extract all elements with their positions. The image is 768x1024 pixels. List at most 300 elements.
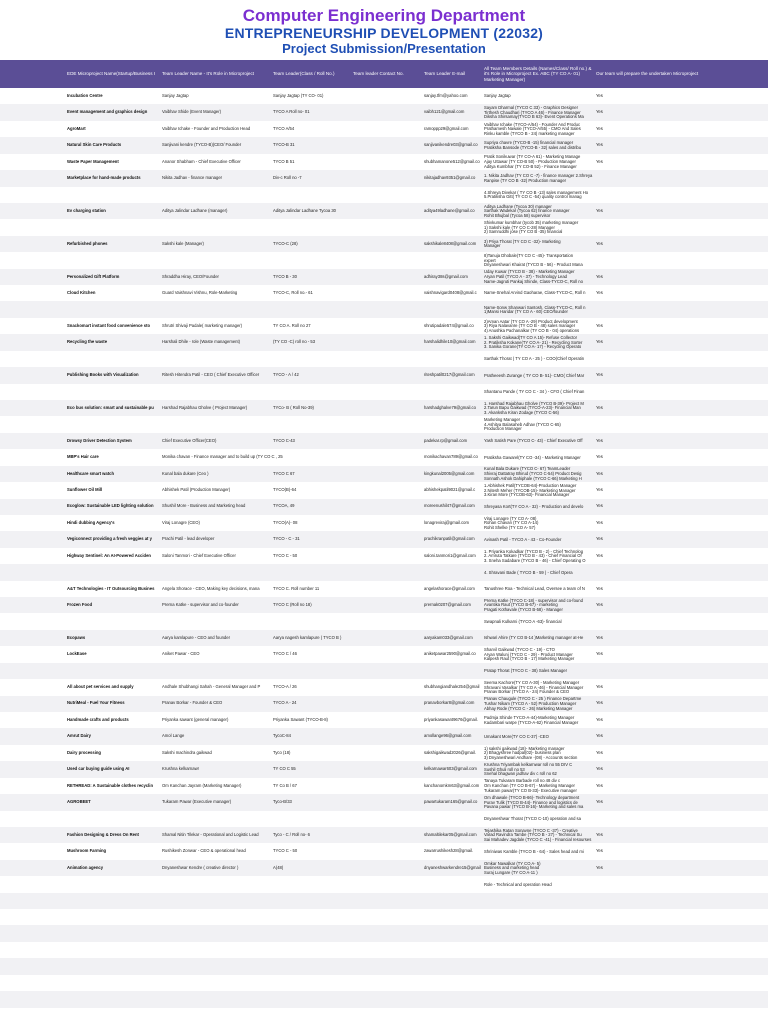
team-members <box>484 925 594 942</box>
project-name <box>67 991 159 1007</box>
col-leader-class: Team Leader(Class / Roll No.) <box>273 71 335 77</box>
leader-phone <box>353 696 421 712</box>
commitment-value <box>596 991 706 1007</box>
commitment-value: Yes <box>596 454 603 460</box>
team-member-line: Pratiksha Gawarel(TY CO -34) - Marketing Manager <box>484 454 581 460</box>
team-member-line: 3. Sanika Gorane(TY CO A- 17) - Recycling Operato <box>484 344 582 350</box>
project-name: A&T Technologies - IT Outsourcing Busines <box>67 585 155 591</box>
table-row <box>0 860 768 876</box>
table-row <box>0 728 768 744</box>
team-member-line: Vaibhav Ichake (TYCO-A/54) - Founder And Produc <box>484 121 581 127</box>
leader-phone <box>353 482 421 498</box>
team-members <box>484 761 594 778</box>
leader-phone <box>353 416 421 432</box>
leader-class: TYCO(B)-64 <box>273 487 297 492</box>
leader-class: TYCO-C (28) <box>273 240 298 246</box>
team-member-line: Omkar Nawalkar (TY CO A- 5) <box>484 860 541 866</box>
leader-class: TYCO C-43 <box>273 437 295 443</box>
leader-email <box>424 991 482 1007</box>
team-member-line: Pavana pawar (TYCO B-16)- Marketing and sales ma <box>484 804 584 810</box>
leader-class: Priyanka Sawant (TYCO-B-8) <box>273 716 328 722</box>
team-members <box>484 942 594 959</box>
leader-name: Andhale Shubhangi Sahah - General Manager and P <box>162 684 261 690</box>
commitment-value: Yes <box>596 848 603 854</box>
table-row <box>0 416 768 432</box>
team-member-line: 3. Sneha Sadabare (TYCO B - 46) - Chief Operating O <box>484 557 586 563</box>
leader-email: prachikranpatil@gmail.com <box>424 536 475 542</box>
leader-class: A(48) <box>273 864 284 870</box>
project-name: Highway Sentinel: An AI-Powered Acciden <box>67 552 151 558</box>
leader-class <box>273 187 351 203</box>
leader-phone <box>353 433 421 449</box>
team-members <box>484 137 594 154</box>
leader-class: Tyco - C / Roll no- 6 <box>273 831 311 837</box>
table-row <box>0 646 768 662</box>
team-member-line: 4.Shreya Divekar ( TY CO B -13) sales management Ho <box>484 189 589 195</box>
leader-name: Dnyaneshwar Kendre ( creative director ) <box>162 864 239 870</box>
project-name: Incubation Centre <box>67 92 103 98</box>
leader-phone <box>353 630 421 646</box>
commitment-value: Yes <box>596 487 603 492</box>
leader-phone <box>353 154 421 170</box>
leader-class: Tyco-B/33 <box>273 799 292 804</box>
project-name: Publishing Books with Visualization <box>67 372 139 378</box>
team-member-line: 1. Harshad Rajabhau Gholve (TYCO B-39)- Project M <box>484 400 584 406</box>
commitment-value: Yes <box>596 552 603 558</box>
leader-email: padekar.rp@gmail.com <box>424 437 468 443</box>
table-row <box>0 285 768 301</box>
team-member-line: 1. Sakshi Gaikwad(TY CO A 15)- Refuse Collector <box>484 335 578 341</box>
leader-class: TY CO A. Roll no 27 <box>273 322 311 328</box>
leader-email: ramoppp29@gmail.com <box>424 125 469 131</box>
leader-name <box>162 384 270 400</box>
project-name <box>67 187 159 203</box>
team-members <box>484 285 594 302</box>
project-name: Marketplace for hand-made products <box>67 175 141 180</box>
table-row <box>0 531 768 547</box>
leader-email: nikitajadhav9351@gmail.co <box>424 175 476 180</box>
team-member-line: Name-Snehal Arvind Gaoharae, Class-TYCO-C, Roll n <box>484 290 586 296</box>
leader-name: Priyanka sawant (general manager) <box>162 716 229 722</box>
table-row <box>0 581 768 597</box>
team-members <box>484 236 594 253</box>
leader-email: harshadghalve79@gmail.co <box>424 404 476 410</box>
leader-email: kanchanomkm63@gmail.com <box>424 782 480 788</box>
leader-class: Aarya nagesh kamlapure ( TYCO B ) <box>273 634 342 640</box>
table-row <box>0 400 768 416</box>
leader-class: TYCO-A / 26 <box>273 684 297 690</box>
leader-name: Tukaram Pawar (Executive manager) <box>162 799 232 804</box>
leader-class: Sanjay Jagtap (TY CO- 01) <box>273 92 324 98</box>
leader-class: TYCO C / 46 <box>273 651 297 657</box>
table-row <box>0 843 768 859</box>
team-members <box>484 252 594 269</box>
team-member-line: 4) Anushka Pachanalkar (TY CO B - 04) operations <box>484 327 580 333</box>
commitment-value: Yes <box>596 700 603 706</box>
leader-name: Sanjivani kendre (TYCO-B)(CEO/ Founder <box>162 142 242 148</box>
commitment-value <box>596 170 706 186</box>
leader-phone <box>353 745 421 761</box>
leader-phone <box>353 121 421 137</box>
project-name: Personalized Gift Platform <box>67 273 120 279</box>
team-member-line: Kunal Bala Dukare (TYCO C- 67) TeamLeader <box>484 466 571 472</box>
commitment-value: Yes <box>596 372 603 378</box>
leader-class: TYCO C - 50 <box>273 848 298 854</box>
team-member-line: Manager <box>484 243 501 249</box>
project-name: Natural Skin Care Products <box>67 142 122 148</box>
leader-name <box>162 187 270 203</box>
leader-name: Monika chavan - Finance manager and to build up (TY CO C , 25 <box>162 454 283 460</box>
leader-email: moreenushil47@gmail.com <box>424 503 475 509</box>
project-name: Hindi dubbing Agency's <box>67 519 115 525</box>
team-member-line: Supriya chavre (TYCO-B -15) financial manager <box>484 140 574 146</box>
leader-phone <box>353 761 421 777</box>
team-member-line: 2)Aman Aatar (TY CO A -29) Product development <box>484 318 578 324</box>
leader-phone <box>353 581 421 597</box>
project-name: MBP's Hair care <box>67 454 99 460</box>
team-member-line: Aditya Ladhane (Tycoa 30) manager <box>484 203 552 209</box>
team-members <box>484 301 594 318</box>
leader-class: TYCO B - 30 <box>273 273 297 279</box>
leader-email: prernak0207@gmail.com <box>424 601 471 607</box>
table-row <box>0 203 768 219</box>
table-row <box>0 597 768 613</box>
col-leader-email: Team Leader E-mail <box>424 71 466 77</box>
leader-email <box>424 811 482 827</box>
team-member-line: Role - Technical and operation Head <box>484 881 552 887</box>
table-row <box>0 187 768 203</box>
team-members <box>484 121 594 138</box>
leader-phone <box>353 104 421 120</box>
team-member-line: Avantika Raut (TYCO B-67) - marketing <box>484 602 558 608</box>
leader-phone <box>353 860 421 876</box>
team-member-line: Business and marketing head <box>484 865 540 871</box>
team-members <box>484 811 594 828</box>
commitment-value <box>596 384 706 400</box>
leader-phone <box>353 269 421 285</box>
table-row <box>0 121 768 137</box>
leader-name: Shrutri Shivaji Padale( marketing manager) <box>162 322 243 328</box>
team-members <box>484 991 594 1008</box>
project-name: RETHREAD: A Sustainable clothes recyclin <box>67 782 154 788</box>
table-row <box>0 613 768 629</box>
commitment-value: Yes <box>596 404 603 410</box>
leader-class: TYCOA, 49 <box>273 503 295 509</box>
commitment-value <box>596 564 706 580</box>
project-name: Refurbished phones <box>67 240 108 246</box>
leader-phone <box>353 1008 421 1024</box>
table-row <box>0 761 768 777</box>
team-members <box>484 351 594 368</box>
table-row <box>0 351 768 367</box>
commitment-value: Yes <box>596 503 603 509</box>
team-member-line: Aryan Patil (TYCO A - 37) - Technology Lead <box>484 274 568 280</box>
leader-name: Saloni Tanmori - Chief Executive Officer <box>162 552 236 558</box>
leader-class <box>273 449 351 465</box>
leader-class <box>273 975 351 991</box>
leader-email <box>424 351 482 367</box>
leader-email: saloni.tanmori1@gmail.com <box>424 552 476 558</box>
leader-name: Sanjay Jagtap <box>162 92 189 98</box>
leader-email: zawarrushikesh28@gmail. <box>424 848 474 854</box>
leader-class <box>273 219 351 235</box>
leader-class: (TY CO -C) roll no - 53 <box>273 339 316 345</box>
commitment-value: Yes <box>596 273 603 279</box>
commitment-value: Yes <box>596 125 603 131</box>
leader-email <box>424 613 482 629</box>
team-member-line: Umakant More(TY CO C-37) -CEO <box>484 733 549 739</box>
leader-phone <box>353 893 421 909</box>
leader-phone <box>353 203 421 219</box>
commitment-value: Yes <box>596 601 603 607</box>
team-member-line: Tushar Nikam (TYCO A - 52) Production Manager <box>484 700 577 706</box>
table-row <box>0 236 768 252</box>
team-member-line: Pragati Kothavale (TYCO B-58) - Manager <box>484 607 563 613</box>
team-members <box>484 794 594 811</box>
commitment-value <box>596 1008 706 1024</box>
table-row <box>0 318 768 334</box>
leader-class <box>273 416 351 432</box>
team-members <box>484 203 594 220</box>
table-row <box>0 876 768 892</box>
team-member-line: 8)Tanuja Dhobale(TY CO C -45)- Transportation <box>484 253 574 259</box>
table-row <box>0 88 768 104</box>
team-member-line: Purav Tulik (TYCO B-44)- Finance and logistics de <box>484 799 578 805</box>
table-row <box>0 778 768 794</box>
team-member-line: 2. Pratiksha Kokane(TY CO A- 21) - Recycling Sorter <box>484 339 583 345</box>
team-member-line: 3.Kiran More (TYCOB-63)- Financial Manager <box>484 492 570 498</box>
leader-email <box>424 564 482 580</box>
team-member-line: Pratiksha Bansode (TYCO-B - 32) sales and distribu <box>484 144 582 150</box>
table-row <box>0 384 768 400</box>
project-name: Used car buying guide using AI <box>67 766 130 772</box>
table-header <box>0 60 768 88</box>
table-row <box>0 137 768 153</box>
team-member-line: Abhay Rode (TYCO C - 26) Marketing Manager <box>484 705 573 711</box>
team-members <box>484 663 594 680</box>
table-row <box>0 499 768 515</box>
leader-class: TYCO A/54 <box>273 125 295 131</box>
team-members <box>484 745 594 762</box>
team-member-line: Swapnali Kulkarni (TYCO A -63)- financial <box>484 618 562 624</box>
leader-email: pranavborkar8@gmail.com <box>424 700 475 706</box>
team-members <box>484 515 594 532</box>
leader-email <box>424 975 482 991</box>
leader-class <box>273 958 351 974</box>
leader-email: aaryakam033@gmail.com <box>424 634 473 640</box>
team-members <box>484 646 594 663</box>
team-members <box>484 909 594 926</box>
commitment-value: Yes <box>596 651 603 657</box>
commitment-value <box>596 876 706 892</box>
team-member-line: Rohan Chavan (TY CO A-14) <box>484 520 539 526</box>
team-member-line: Marketing Manager <box>484 417 521 423</box>
leader-phone <box>353 728 421 744</box>
leader-name: Aditya Jalindar Ladhane (manager) <box>162 207 228 213</box>
team-member-line: Ranpise (TY CO B -32) Production manager <box>484 177 567 183</box>
leader-class: TYCO A Roll no- 01 <box>273 109 310 115</box>
leader-name: Prerna Katke - supervisor and co-founder <box>162 601 239 607</box>
commitment-value: Yes <box>596 519 603 525</box>
leader-email: kelkarnawar603@gmail.com <box>424 766 477 772</box>
document-header <box>0 0 768 54</box>
leader-phone <box>353 384 421 400</box>
team-member-line: 3) Priya Thorat (TY CO C -32)- Marketing <box>484 238 561 244</box>
leader-phone <box>353 285 421 301</box>
project-name: Recycling the waste <box>67 339 108 345</box>
team-members <box>484 187 594 204</box>
table-row <box>0 663 768 679</box>
leader-phone <box>353 646 421 662</box>
team-members <box>484 400 594 417</box>
leader-email: aditya49ladhane@gmail.co <box>424 207 475 213</box>
team-members <box>484 597 594 614</box>
leader-phone <box>353 170 421 186</box>
leader-class: TYCO-B 31 <box>273 142 295 148</box>
leader-name <box>162 991 270 1007</box>
commitment-value <box>596 351 706 367</box>
team-member-line: Tanushree Roa - Technical Lead, Oversee a team of N <box>484 586 585 592</box>
leader-phone <box>353 811 421 827</box>
project-name <box>67 384 159 400</box>
leader-email: pawartukaram165@gmail.co <box>424 799 478 804</box>
leader-email: vaibh121@gmail.com <box>424 109 465 115</box>
team-members <box>484 893 594 910</box>
project-name: Handmade crafts and products <box>67 716 129 722</box>
col-team-members: All Team Members Details (Names/Class/ Roll no.) & it's Role in Microproject Ex. ABC (TY CO A- 01) Marketing Manager) <box>484 66 592 82</box>
leader-name <box>162 958 270 974</box>
leader-email <box>424 925 482 941</box>
team-members <box>484 367 594 384</box>
team-members <box>484 696 594 713</box>
leader-name: Aarya kamlapure - CEO and founder <box>162 634 230 640</box>
project-name: Snackomart instant food convenience sto <box>67 322 151 328</box>
commitment-value: Yes <box>596 470 603 476</box>
leader-phone <box>353 400 421 416</box>
leader-email: sanjivanikendre03@gmail.co <box>424 142 478 148</box>
leader-email: dnyaneshwarkendre15@gmail <box>424 864 481 870</box>
team-member-line: Rohit Shelke (TY CO A- 57) <box>484 524 536 530</box>
leader-email <box>424 301 482 317</box>
leader-class: TYCo- B ( Roll No-39) <box>273 404 314 410</box>
leader-name: Chief Executive Officer(CEO) <box>162 437 217 443</box>
project-name <box>67 811 159 827</box>
team-member-line: Seema Kachore(TY CO A-30) - Marketing Manager <box>484 679 580 685</box>
team-members <box>484 679 594 696</box>
commitment-value: Yes <box>596 716 603 722</box>
table-row <box>0 219 768 235</box>
table-row <box>0 991 768 1007</box>
project-name <box>67 613 159 629</box>
project-name: Amrut Dairy <box>67 733 91 739</box>
project-name <box>67 893 159 909</box>
leader-name: Harshali Dhile - role (Waste management) <box>162 339 241 345</box>
department-title: Computer Engineering Department <box>242 6 526 25</box>
leader-name <box>162 663 270 679</box>
leader-phone <box>353 991 421 1007</box>
table-row <box>0 466 768 482</box>
team-member-line: Ajay Uttawar (TY CO-B 50) - Production Manager <box>484 159 576 165</box>
team-member-line: Pranav Borkar (TYCO A - 24) Founder & CEO <box>484 689 570 695</box>
leader-name <box>162 219 270 235</box>
team-member-line: Krushna Triyambak kelkarnwar roll no 55 DIV C <box>484 762 573 768</box>
leader-phone <box>353 843 421 859</box>
leader-name: Pranav Borkar - Founder & CEO <box>162 700 223 706</box>
commitment-value: Yes <box>596 207 603 213</box>
team-member-line: 2.Tarun Bapu Gaikwad (TYCO-A-23)- Financial Man <box>484 405 581 411</box>
leader-email: vaishnavigard0408@gmail.c <box>424 289 477 295</box>
leader-class: TYCO - A / 42 <box>273 372 299 378</box>
leader-class: TYCO B 51 <box>273 158 295 164</box>
team-member-line: 1)Mansi Haridar (TY CO A - 60) CEO/founder <box>484 309 568 315</box>
leader-class <box>273 876 351 892</box>
leader-name: Angela Shorace - CEO, Making key decisions, mana <box>162 585 260 591</box>
team-member-line: 4.Ashitya Balasaheb Adhav (TYCO C-65) <box>484 421 561 427</box>
team-member-line: Pratik Sonikuwar (TY CO-A 61) - Marketing Manage <box>484 154 581 160</box>
leader-class: TYCO - C - 31 <box>273 536 300 542</box>
project-name <box>67 925 159 941</box>
leader-phone <box>353 827 421 843</box>
team-member-line: Uday Kuwar (TYCO B - 38) - Marketing Manager <box>484 269 575 275</box>
team-member-line: 2.Nitesh Meher (TYCOB-15)- Marketing Manager <box>484 487 576 493</box>
leader-name <box>162 564 270 580</box>
leader-phone <box>353 712 421 728</box>
project-name: LockEase <box>67 651 87 657</box>
commitment-value: Yes <box>596 634 603 640</box>
team-members <box>484 975 594 992</box>
leader-phone <box>353 137 421 153</box>
table-row <box>0 170 768 186</box>
project-name: Mushroom Farming <box>67 848 107 854</box>
team-member-line: 2) Samruddhi jose (TY CO B -35) financial <box>484 229 563 235</box>
team-members <box>484 531 594 548</box>
leader-email: shubhangiandhale254@gmail <box>424 684 480 690</box>
project-name <box>67 219 159 235</box>
team-member-line: Prerna Katke (TYCO C-18) - supervisor and co-found <box>484 597 583 603</box>
project-name: Sunflower Oil Mill <box>67 487 103 492</box>
leader-email <box>424 219 482 235</box>
leader-name: Viraj Lonagre (CEO) <box>162 519 200 525</box>
leader-phone <box>353 187 421 203</box>
leader-phone <box>353 942 421 958</box>
table-row <box>0 679 768 695</box>
table-row <box>0 827 768 843</box>
leader-email <box>424 942 482 958</box>
leader-class: Tyco (18) <box>273 749 291 755</box>
leader-class <box>273 991 351 1007</box>
leader-class <box>273 925 351 941</box>
team-members <box>484 876 594 893</box>
commitment-value: Yes <box>596 766 603 772</box>
team-member-line: Aryan Walunj (TYCO C - 29) - Product Manager <box>484 651 573 657</box>
project-name: Fashion Designing & Dress On Rent <box>67 831 139 837</box>
leader-name <box>162 893 270 909</box>
table-row <box>0 1008 768 1024</box>
team-members <box>484 581 594 598</box>
team-member-line: Rinku kamble (TYCO B - 24) marketing manager <box>484 130 575 136</box>
team-member-line: Dnyaneshwari Khairat (TYCO B - 56) - Product Mana <box>484 262 583 268</box>
leader-phone <box>353 367 421 383</box>
leader-class: TYCO-C, Roll no.- 61 <box>273 289 313 295</box>
leader-name <box>162 301 270 317</box>
commitment-value <box>596 252 706 268</box>
table-row <box>0 893 768 909</box>
leader-name: Om Kanchan Jayram (Marketing Manager) <box>162 782 242 788</box>
team-members <box>484 482 594 499</box>
table-row <box>0 154 768 170</box>
leader-class: TYCO C (Roll no 18) <box>273 601 312 607</box>
commitment-value: Yes <box>596 289 603 295</box>
